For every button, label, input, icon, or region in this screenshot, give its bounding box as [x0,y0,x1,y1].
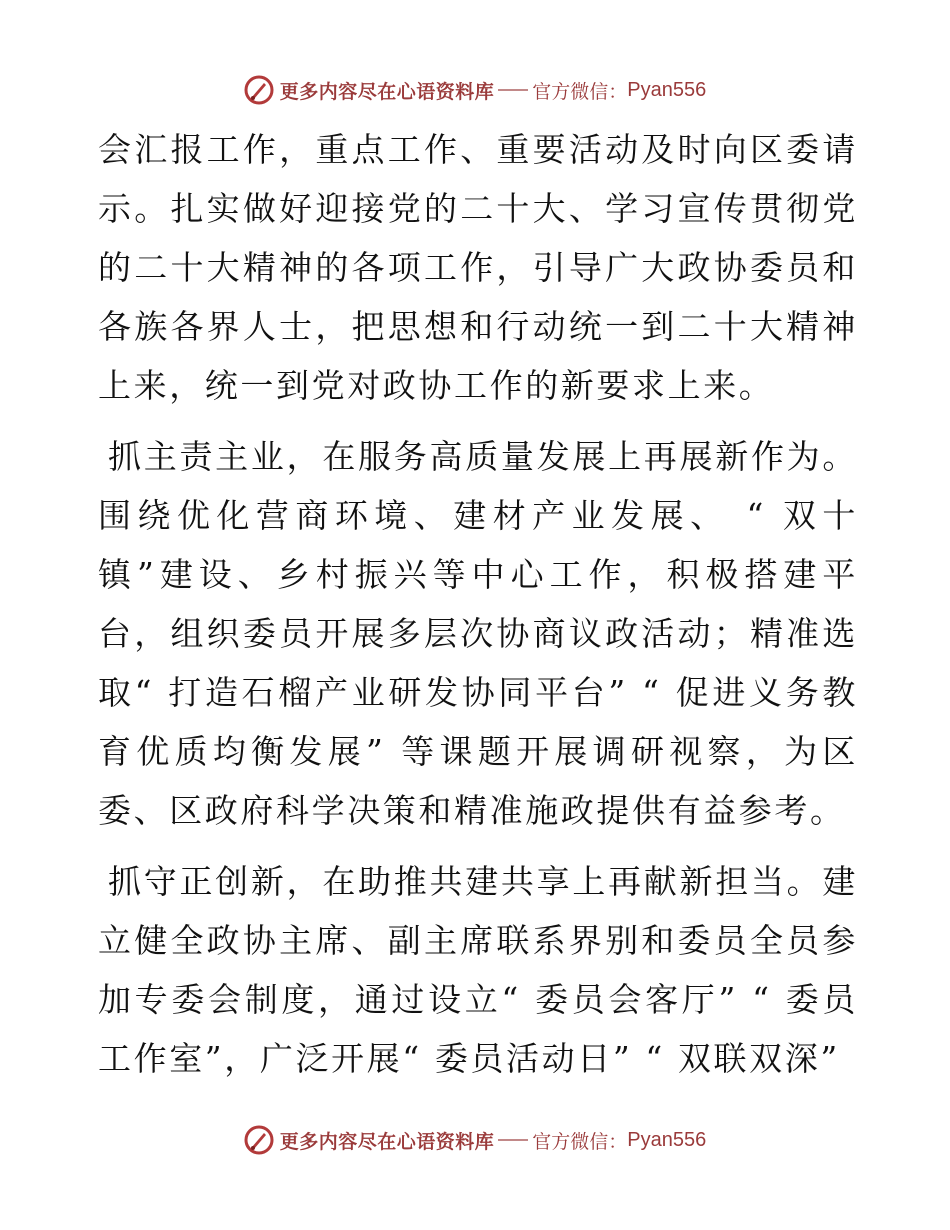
watermark-official-label: 官方微信： [532,80,628,103]
watermark-official-label: 官方微信： [532,1130,628,1153]
watermark-wechat-id: Pyan556 [627,1128,707,1151]
feather-pen-logo-icon [244,75,274,105]
paragraph-1: 会汇报工作，重点工作、重要活动及时向区委请示。扎实做好迎接党的二十大、学习宣传贯彻党的二十大精神的各项工作，引导广大政协委员和各族各界人士，把思想和行动统一到二十大精神上来，统一到党对政协工作的新要求上来。 [98,130,858,405]
watermark-dash [498,89,528,91]
header-watermark [0,70,950,110]
footer-watermark [0,1120,950,1160]
paragraph-3: 抓守正创新，在助推共建共享上再献新担当。建立健全政协主席、副主席联系界别和委员全员参加专委会制度，通过设立“ 委员会客厅” “ 委员工作室”，广泛开展“ 委员活动日” “ 双联双深” [98,862,858,1078]
paragraph-2: 抓主责主业，在服务高质量发展上再展新作为。围绕优化营商环境、建材产业发展、 “ 双十镇”建设、乡村振兴等中心工作，积极搭建平台，组织委员开展多层次协商议政活动；精准选取“ 打造石榴产业研发协同平台” “ 促进义务教育优质均衡发展” 等课题开展调研视察，为区委、区政府科学决策和精准施政提供有益参考。 [98,437,858,830]
watermark-site-text: 更多内容尽在心语资料库 [279,1130,495,1153]
watermark-site-text: 更多内容尽在心语资料库 [279,80,495,103]
watermark-dash [498,1139,528,1141]
document-body [98,120,858,1088]
watermark-wechat-id: Pyan556 [627,78,707,101]
feather-pen-logo-icon [244,1125,274,1155]
